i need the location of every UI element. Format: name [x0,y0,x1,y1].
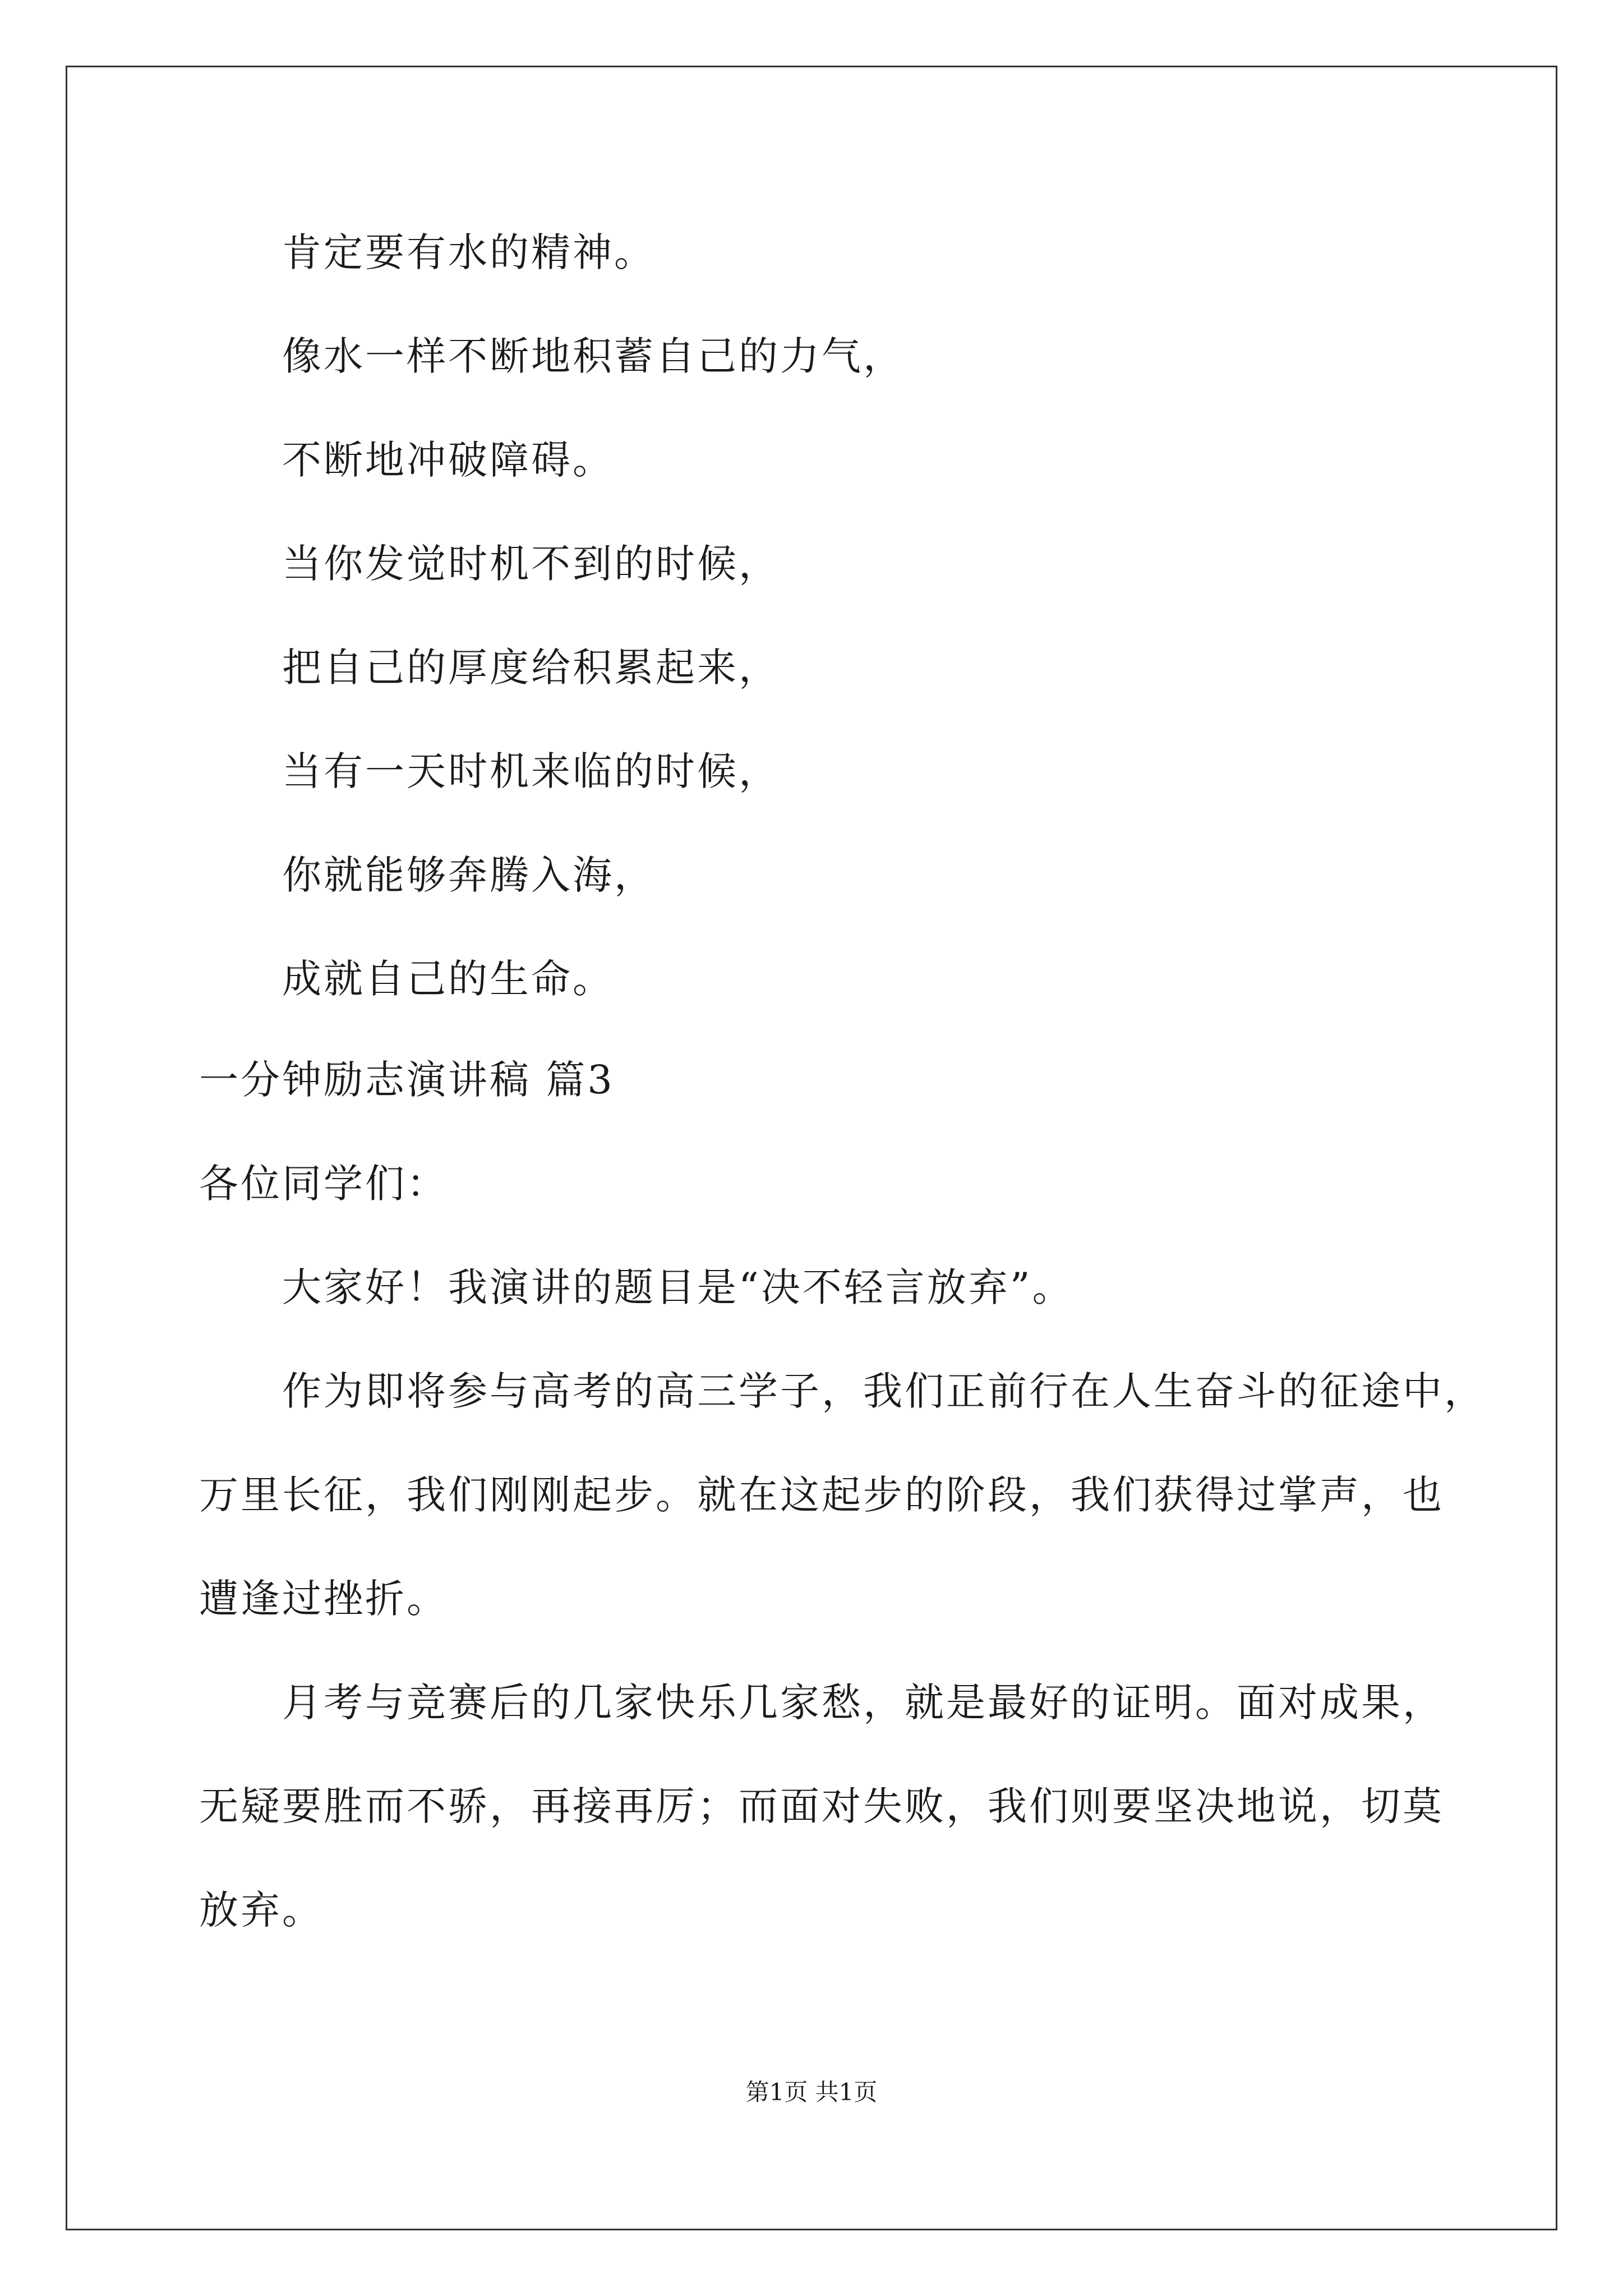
paragraph-line: 你就能够奔腾入海， [282,852,656,898]
paragraph-line: 作为即将参与高考的高三学子，我们正前行在人生奋斗的征途中， [282,1368,1486,1414]
paragraph-line: 像水一样不断地积蓄自己的力气， [282,333,905,379]
paragraph-line: 放弃。 [199,1887,324,1933]
paragraph-line: 大家好！我演讲的题目是“决不轻言放弃”。 [282,1264,1074,1310]
paragraph-line: 当你发觉时机不到的时候， [282,541,780,587]
section-heading: 一分钟励志演讲稿 篇3 [199,1057,615,1103]
paragraph-line: 月考与竞赛后的几家快乐几家愁，就是最好的证明。面对成果， [282,1680,1444,1726]
paragraph-line: 肯定要有水的精神。 [282,229,656,275]
paragraph-line: 当有一天时机来临的时候， [282,748,780,794]
paragraph-line: 遭逢过挫折。 [199,1576,448,1622]
paragraph-line: 万里长征，我们刚刚起步。就在这起步的阶段，我们获得过掌声，也 [199,1472,1444,1518]
paragraph-line: 不断地冲破障碍。 [282,437,614,483]
paragraph-line: 成就自己的生命。 [282,956,614,1002]
paragraph-line: 无疑要胜而不骄，再接再厉；而面对失败，我们则要坚决地说，切莫 [199,1783,1444,1829]
salutation: 各位同学们： [199,1161,448,1207]
paragraph-line: 把自己的厚度给积累起来， [282,645,780,691]
page-footer: 第1页 共1页 [745,2078,878,2106]
